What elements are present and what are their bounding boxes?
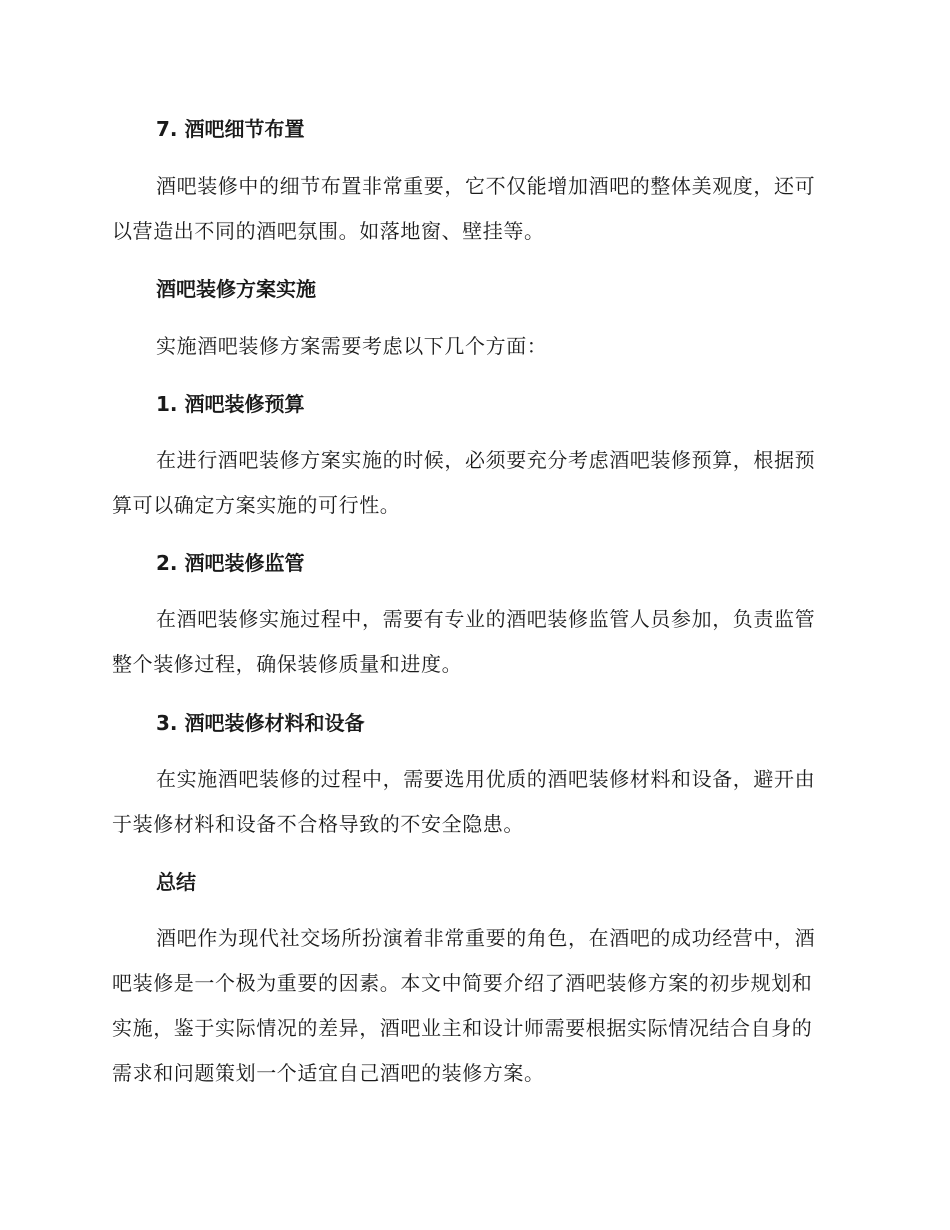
heading-materials-equipment: 3. 酒吧装修材料和设备 (156, 711, 365, 735)
paragraph-renovation-supervision: 在酒吧装修实施过程中，需要有专业的酒吧装修监管人员参加，负责监管整个装修过程，确保装修质量和进度。 (112, 607, 816, 676)
paragraph-summary: 酒吧作为现代社交场所扮演着非常重要的角色，在酒吧的成功经营中，酒吧装修是一个极为重要的因素。本文中简要介绍了酒吧装修方案的初步规划和实施，鉴于实际情况的差异，酒吧业主和设计师需要根据实际情况结合自身的需求和问题策划一个适宜自己酒吧的装修方案。 (112, 926, 816, 1085)
heading-bar-detail-layout: 7. 酒吧细节布置 (156, 117, 305, 141)
heading-renovation-supervision: 2. 酒吧装修监管 (156, 551, 305, 575)
heading-summary: 总结 (156, 870, 196, 894)
heading-renovation-implementation: 酒吧装修方案实施 (156, 277, 316, 301)
paragraph-renovation-implementation: 实施酒吧装修方案需要考虑以下几个方面： (156, 334, 548, 358)
paragraph-renovation-budget: 在进行酒吧装修方案实施的时候，必须要充分考虑酒吧装修预算，根据预算可以确定方案实施的可行性。 (112, 448, 816, 517)
paragraph-bar-detail-layout: 酒吧装修中的细节布置非常重要，它不仅能增加酒吧的整体美观度，还可以营造出不同的酒吧氛围。如落地窗、壁挂等。 (112, 174, 816, 243)
heading-renovation-budget: 1. 酒吧装修预算 (156, 392, 305, 416)
paragraph-materials-equipment: 在实施酒吧装修的过程中，需要选用优质的酒吧装修材料和设备，避开由于装修材料和设备不合格导致的不安全隐患。 (112, 767, 816, 836)
